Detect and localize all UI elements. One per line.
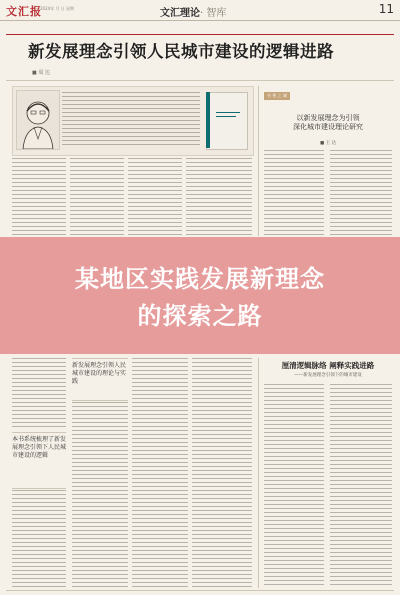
book-title-mark	[216, 112, 240, 113]
page-number: 11	[378, 2, 394, 16]
text-column	[264, 384, 324, 588]
section-subname: · 智库	[200, 8, 227, 19]
feature-tag: 书 香 之 城	[264, 92, 290, 100]
text-column	[70, 158, 124, 236]
feature-title	[262, 114, 394, 132]
text-column	[12, 490, 66, 588]
pull-quote-left: 本书系统梳理了新发展理念引领下人民城市建设的逻辑	[12, 432, 66, 489]
masthead	[0, 0, 400, 21]
text-column	[12, 358, 66, 428]
newspaper-logo: 文汇报	[6, 5, 42, 18]
author-portrait	[16, 90, 60, 150]
column-divider	[258, 358, 259, 588]
book-title-mark	[216, 116, 236, 117]
bottom-rule	[6, 590, 394, 591]
column-divider	[258, 86, 259, 236]
text-column	[264, 150, 324, 236]
overlay-title-line1: 某地区实践发展新理念	[75, 265, 325, 293]
pull-quote-middle: 新发展理念引领人民城市建设的理论与实践	[72, 358, 128, 401]
inset-text	[62, 92, 200, 148]
book-spine	[206, 92, 210, 148]
headline-divider	[6, 80, 394, 81]
text-column	[192, 358, 252, 588]
text-column	[72, 402, 128, 588]
book-cover	[206, 92, 248, 150]
feature-title-line1: 以新发展理念为引领	[296, 114, 360, 122]
feature-byline: ■ 王 达	[319, 141, 337, 146]
text-column	[186, 158, 252, 236]
overlay-title-line2: 的探索之路	[137, 302, 263, 330]
text-column	[132, 358, 188, 588]
right-article-subtitle: ——新发展理念引领下的城市建设	[294, 373, 362, 378]
section-title	[160, 4, 226, 19]
text-column	[330, 384, 392, 588]
text-column	[12, 158, 66, 236]
right-article-title: 厘清逻辑脉络 阐释实践进路	[281, 361, 375, 370]
feature-title-line2: 深化城市建设理论研究	[293, 123, 363, 131]
top-rule	[6, 34, 394, 35]
issue-meta: 2024年 月 日 星期	[40, 6, 74, 11]
main-headline: 新发展理念引领人民城市建设的逻辑进路	[28, 42, 334, 61]
section-name: 文汇理论	[160, 8, 200, 19]
text-column	[128, 158, 182, 236]
main-byline: ■ 周 达	[32, 70, 50, 76]
text-column	[330, 150, 392, 236]
